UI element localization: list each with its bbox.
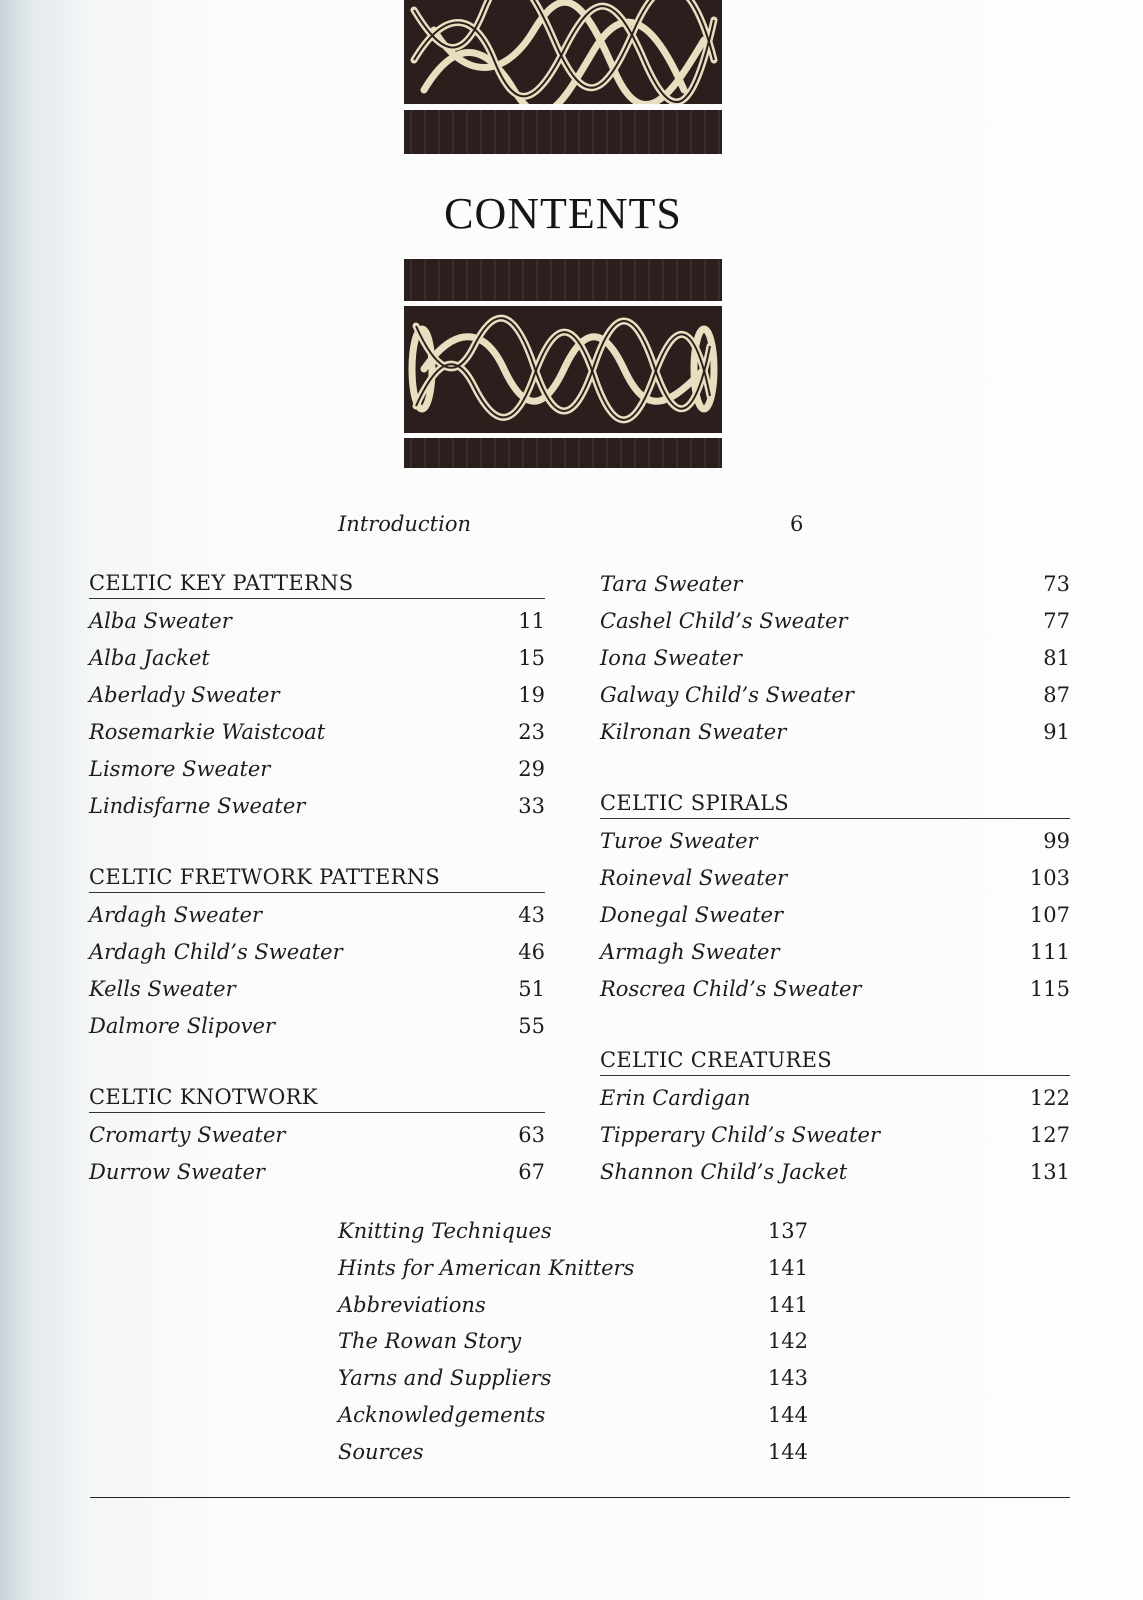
- toc-entry: [600, 860, 1070, 897]
- toc-entry-page: 103: [1029, 866, 1070, 890]
- toc-entry-page: 15: [518, 646, 545, 670]
- toc-entry: [600, 823, 1070, 860]
- toc-entry: [600, 640, 1070, 677]
- toc-entry-label: Dalmore Slipover: [89, 1014, 276, 1038]
- toc-introduction-label: Introduction: [338, 512, 471, 536]
- toc-entry: [600, 714, 1070, 751]
- toc-entry: [600, 603, 1070, 640]
- toc-entry-page: 63: [518, 1123, 545, 1147]
- toc-entry-page: 144: [767, 1439, 808, 1464]
- toc-entry-page: 144: [767, 1402, 808, 1427]
- toc-entry-page: 122: [1029, 1086, 1070, 1110]
- toc-entry-label: Ardagh Sweater: [89, 903, 263, 927]
- toc-entry: [338, 1323, 808, 1360]
- toc-entry-page: 33: [518, 794, 545, 818]
- toc-entry-label: Kilronan Sweater: [600, 720, 787, 744]
- section-heading: CELTIC FRETWORK PATTERNS: [89, 862, 545, 893]
- toc-entry-page: 11: [518, 609, 545, 633]
- toc-entry-label: Tipperary Child’s Sweater: [600, 1123, 880, 1147]
- toc-entry-label: Durrow Sweater: [89, 1160, 265, 1184]
- toc-entry-page: 99: [1043, 829, 1070, 853]
- toc-entry-label: Lindisfarne Sweater: [89, 794, 306, 818]
- toc-entry-label: Shannon Child’s Jacket: [600, 1160, 848, 1184]
- toc-entry: [89, 714, 545, 751]
- bottom-rule: [90, 1497, 1070, 1498]
- toc-entry-page: 67: [518, 1160, 545, 1184]
- toc-entry-page: 29: [518, 757, 545, 781]
- toc-entry: [89, 640, 545, 677]
- toc-entry-label: Cromarty Sweater: [89, 1123, 286, 1147]
- toc-entry-page: 77: [1043, 609, 1070, 633]
- toc-entry: [89, 603, 545, 640]
- toc-introduction-page: 6: [790, 512, 804, 536]
- toc-entry-page: 51: [518, 977, 545, 1001]
- toc-entry: [338, 1250, 808, 1287]
- toc-entry-page: 87: [1043, 683, 1070, 707]
- toc-entry: [338, 1213, 808, 1250]
- toc-entry-label: Sources: [338, 1439, 424, 1464]
- toc-entry: [89, 1117, 545, 1154]
- toc-entry-page: 137: [767, 1219, 808, 1243]
- toc-entry-page: 111: [1029, 940, 1070, 964]
- page-title: CONTENTS: [444, 189, 682, 238]
- toc-entry-label: Rosemarkie Waistcoat: [89, 720, 326, 744]
- toc-entry-page: 141: [767, 1292, 808, 1317]
- middle-border-band-upper: [404, 259, 722, 301]
- toc-entry: [338, 1434, 808, 1471]
- toc-entry-label: Iona Sweater: [600, 646, 742, 670]
- toc-entry-label: Aberlady Sweater: [89, 683, 280, 707]
- toc-entry: [600, 677, 1070, 714]
- section-heading: CELTIC SPIRALS: [600, 788, 1070, 819]
- middle-celtic-knot-ornament: [404, 306, 722, 433]
- toc-entry-label: Galway Child’s Sweater: [600, 683, 854, 707]
- toc-entry-page: 143: [767, 1366, 808, 1391]
- top-border-band: [404, 110, 722, 154]
- toc-entry-page: 81: [1043, 646, 1070, 670]
- toc-entry-page: 142: [767, 1329, 808, 1354]
- toc-entry: [600, 1154, 1070, 1191]
- toc-entry-page: 23: [518, 720, 545, 744]
- toc-entry-label: Ardagh Child’s Sweater: [89, 940, 343, 964]
- toc-entry: [600, 897, 1070, 934]
- toc-back-matter: [338, 1213, 808, 1471]
- toc-entry-page: 115: [1029, 977, 1070, 1001]
- toc-entry: [89, 677, 545, 714]
- toc-entry-label: Acknowledgements: [338, 1402, 546, 1427]
- toc-entry: [89, 897, 545, 934]
- toc-entry-label: Roscrea Child’s Sweater: [600, 977, 862, 1001]
- toc-entry-label: Donegal Sweater: [600, 903, 784, 927]
- toc-entry: [338, 1360, 808, 1397]
- toc-entry-page: 55: [518, 1014, 545, 1038]
- toc-entry-page: 46: [518, 940, 545, 964]
- middle-border-band-lower: [404, 438, 722, 468]
- toc-entry-page: 91: [1043, 720, 1070, 744]
- toc-entry-page: 127: [1029, 1123, 1070, 1147]
- toc-entry: [338, 1287, 808, 1324]
- toc-entry: [600, 1080, 1070, 1117]
- toc-entry: [338, 1397, 808, 1434]
- section-heading: CELTIC CREATURES: [600, 1045, 1070, 1076]
- celtic-knot-middle-svg: [404, 306, 722, 433]
- toc-entry: [600, 971, 1070, 1008]
- toc-entry-page: 131: [1029, 1160, 1070, 1184]
- toc-entry-label: The Rowan Story: [338, 1329, 522, 1354]
- toc-entry-page: 141: [767, 1255, 808, 1280]
- toc-entry-label: Alba Jacket: [89, 646, 210, 670]
- toc-entry-label: Armagh Sweater: [600, 940, 780, 964]
- celtic-knot-top-svg: [404, 0, 722, 104]
- toc-entry-page: 73: [1043, 572, 1070, 596]
- toc-entry: [600, 566, 1070, 603]
- toc-entry-label: Alba Sweater: [89, 609, 232, 633]
- toc-entry-label: Yarns and Suppliers: [338, 1366, 552, 1391]
- toc-entry-label: Roineval Sweater: [600, 866, 788, 890]
- toc-left-column: [89, 568, 545, 1191]
- toc-entry-label: Lismore Sweater: [89, 757, 271, 781]
- toc-entry-label: Abbreviations: [338, 1292, 486, 1317]
- toc-entry-label: Kells Sweater: [89, 977, 236, 1001]
- toc-entry-label: Tara Sweater: [600, 572, 743, 596]
- toc-entry-page: 43: [518, 903, 545, 927]
- toc-entry: [600, 1117, 1070, 1154]
- top-celtic-knot-ornament: [404, 0, 722, 104]
- toc-entry: [89, 971, 545, 1008]
- toc-entry-label: Cashel Child’s Sweater: [600, 609, 848, 633]
- toc-entry-label: Hints for American Knitters: [338, 1255, 635, 1280]
- section-heading: CELTIC KEY PATTERNS: [89, 568, 545, 599]
- toc-entry: [89, 1008, 545, 1045]
- toc-entry-page: 107: [1029, 903, 1070, 927]
- toc-entry: [89, 934, 545, 971]
- toc-entry-label: Knitting Techniques: [338, 1219, 552, 1243]
- toc-right-column: [600, 568, 1070, 1191]
- toc-entry: [89, 1154, 545, 1191]
- toc-entry-label: Erin Cardigan: [600, 1086, 751, 1110]
- toc-entry: [89, 788, 545, 825]
- toc-entry: [89, 751, 545, 788]
- toc-entry-label: Turoe Sweater: [600, 829, 758, 853]
- toc-entry: [600, 934, 1070, 971]
- section-heading: CELTIC KNOTWORK: [89, 1082, 545, 1113]
- toc-entry-page: 19: [518, 683, 545, 707]
